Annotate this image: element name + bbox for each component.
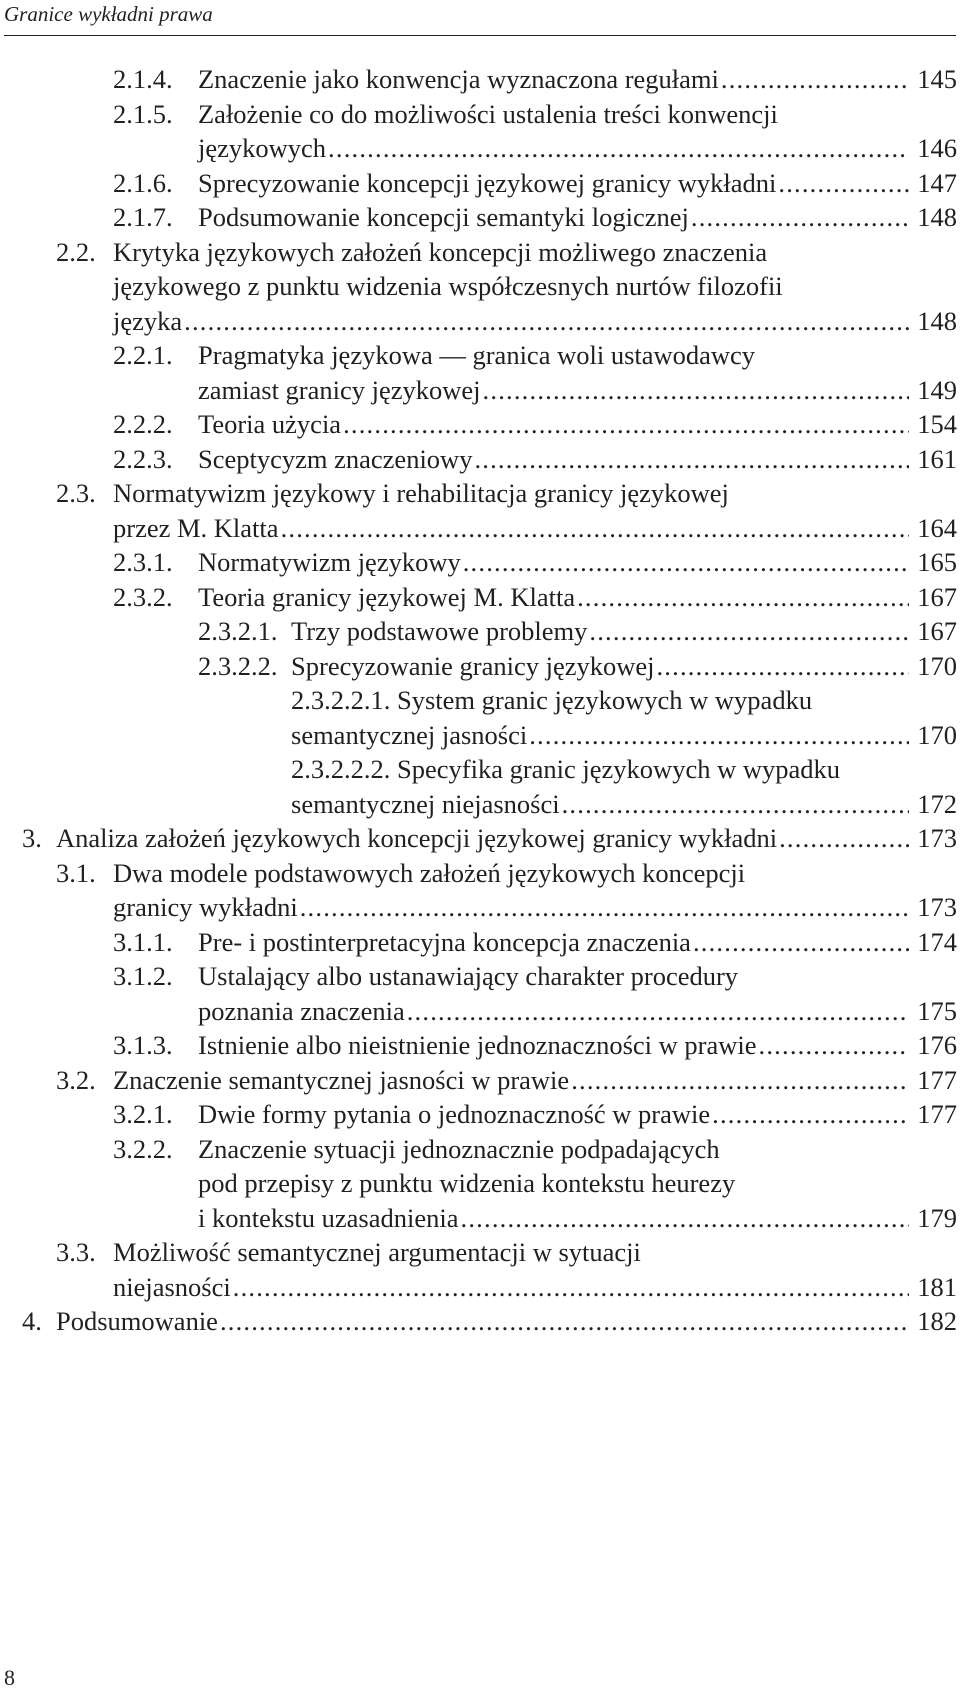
dot-leader bbox=[343, 407, 909, 442]
toc-entry-page: 149 bbox=[917, 374, 957, 405]
dot-leader bbox=[712, 1097, 909, 1132]
toc-entry-title: 2.3.2.2.1. System granic językowych w wypadku bbox=[291, 685, 813, 715]
toc-entry-page: 147 bbox=[917, 167, 957, 198]
toc-entry-title: Teoria granicy językowej M. Klatta bbox=[198, 581, 576, 612]
toc-entry[interactable] bbox=[0, 856, 960, 925]
toc-entry-title: Podsumowanie koncepcji semantyki logicznej bbox=[198, 202, 689, 232]
toc-entry-title: Dwa modele podstawowych założeń językowych koncepcji bbox=[113, 857, 746, 888]
toc-entry-line bbox=[0, 1166, 960, 1201]
toc-entry-number: 3.1.1. bbox=[113, 926, 173, 957]
toc-entry-number: 2.3.2.1. bbox=[198, 616, 278, 646]
dot-leader bbox=[779, 821, 909, 856]
toc-entry-line bbox=[0, 890, 960, 925]
toc-entry[interactable] bbox=[0, 97, 960, 166]
toc-entry[interactable] bbox=[0, 580, 960, 615]
toc-entry-number: 4. bbox=[22, 1306, 42, 1336]
toc-entry-title: Pragmatyka językowa — granica woli ustawodawcy bbox=[198, 340, 756, 370]
table-of-contents bbox=[0, 62, 960, 1339]
toc-entry-title: Sprecyzowanie koncepcji językowej granicy wykładni bbox=[198, 167, 777, 198]
toc-entry-title: Sprecyzowanie granicy językowej bbox=[291, 650, 655, 681]
toc-entry-title: semantycznej niejasności bbox=[291, 788, 560, 819]
toc-entry[interactable] bbox=[0, 1235, 960, 1304]
toc-entry-title: przez M. Klatta bbox=[113, 512, 279, 543]
toc-entry-number: 2.3.2. bbox=[113, 581, 173, 612]
toc-entry-title: Znaczenie sytuacji jednoznacznie podpadających bbox=[198, 1133, 720, 1164]
toc-entry-line bbox=[0, 1028, 960, 1063]
toc-entry-line bbox=[0, 304, 960, 339]
dot-leader bbox=[589, 614, 909, 649]
toc-entry-line bbox=[0, 1235, 960, 1270]
toc-entry-title: i kontekstu uzasadnienia bbox=[198, 1202, 459, 1233]
toc-entry-line bbox=[0, 269, 960, 304]
toc-entry-number: 3.3. bbox=[56, 1237, 96, 1267]
toc-entry-line bbox=[0, 235, 960, 270]
toc-entry-page: 148 bbox=[917, 202, 957, 232]
dot-leader bbox=[693, 925, 909, 960]
dot-leader bbox=[233, 1270, 909, 1305]
toc-entry[interactable] bbox=[0, 442, 960, 477]
toc-entry[interactable] bbox=[0, 1304, 960, 1339]
toc-entry-line bbox=[0, 752, 960, 787]
toc-entry-number: 2.1.4. bbox=[113, 64, 173, 94]
toc-entry-page: 170 bbox=[917, 719, 957, 750]
toc-entry-page: 172 bbox=[917, 788, 957, 819]
toc-entry-number: 3. bbox=[22, 823, 42, 853]
dot-leader bbox=[328, 131, 909, 166]
toc-entry[interactable] bbox=[0, 1063, 960, 1098]
toc-entry-line bbox=[0, 580, 960, 615]
toc-entry-line bbox=[0, 787, 960, 822]
toc-entry-page: 165 bbox=[917, 547, 957, 577]
toc-entry-line bbox=[0, 683, 960, 718]
toc-entry[interactable] bbox=[0, 545, 960, 580]
dot-leader bbox=[577, 580, 909, 615]
toc-entry-number: 3.1.2. bbox=[113, 961, 173, 991]
toc-entry-title: Normatywizm językowy i rehabilitacja granicy językowej bbox=[113, 478, 729, 508]
toc-entry-line bbox=[0, 1270, 960, 1305]
toc-entry-title: semantycznej jasności bbox=[291, 719, 528, 750]
toc-entry-line bbox=[0, 614, 960, 649]
toc-entry-line bbox=[0, 649, 960, 684]
toc-entry[interactable] bbox=[0, 1028, 960, 1063]
toc-entry-line bbox=[0, 1132, 960, 1167]
toc-entry-title: Założenie co do możliwości ustalenia treści konwencji bbox=[198, 98, 778, 129]
toc-entry-page: 173 bbox=[917, 823, 957, 853]
toc-entry-page: 177 bbox=[917, 1099, 957, 1129]
toc-entry-line bbox=[0, 821, 960, 856]
toc-entry-title: Teoria użycia bbox=[198, 409, 342, 439]
dot-leader bbox=[474, 442, 909, 477]
toc-entry[interactable] bbox=[0, 166, 960, 201]
toc-entry[interactable] bbox=[0, 407, 960, 442]
toc-entry[interactable] bbox=[0, 752, 960, 821]
dot-leader bbox=[220, 1304, 909, 1339]
dot-leader bbox=[571, 1063, 909, 1098]
toc-entry-title: Krytyka językowych założeń koncepcji możliwego znaczenia bbox=[113, 236, 768, 267]
toc-entry-page: 167 bbox=[917, 581, 957, 612]
dot-leader bbox=[300, 890, 909, 925]
dot-leader bbox=[483, 373, 909, 408]
toc-entry-page: 167 bbox=[917, 616, 957, 646]
toc-entry-page: 182 bbox=[917, 1306, 957, 1336]
dot-leader bbox=[759, 1028, 909, 1063]
dot-leader bbox=[656, 649, 909, 684]
toc-entry-page: 161 bbox=[917, 443, 957, 474]
toc-entry-number: 3.2.2. bbox=[113, 1133, 173, 1164]
toc-entry[interactable] bbox=[0, 959, 960, 1028]
toc-entry-title: zamiast granicy językowej bbox=[198, 374, 481, 405]
toc-entry-line bbox=[0, 373, 960, 408]
toc-entry-number: 3.2.1. bbox=[113, 1099, 173, 1129]
toc-entry-page: 173 bbox=[917, 892, 957, 922]
toc-entry[interactable] bbox=[0, 200, 960, 235]
toc-entry[interactable] bbox=[0, 649, 960, 684]
toc-entry-line bbox=[0, 131, 960, 166]
toc-entry-title: Analiza założeń językowych koncepcji językowej granicy wykładni bbox=[56, 823, 778, 853]
dot-leader bbox=[184, 304, 909, 339]
toc-entry-line bbox=[0, 338, 960, 373]
toc-entry-line bbox=[0, 925, 960, 960]
toc-entry-number: 3.1.3. bbox=[113, 1030, 173, 1060]
dot-leader bbox=[529, 718, 909, 753]
toc-entry-title: Trzy podstawowe problemy bbox=[291, 616, 588, 646]
toc-entry-page: 176 bbox=[917, 1030, 957, 1060]
toc-entry-line bbox=[0, 442, 960, 477]
toc-entry[interactable] bbox=[0, 925, 960, 960]
toc-entry-page: 181 bbox=[917, 1271, 957, 1302]
toc-entry-number: 2.3.2.2. bbox=[198, 650, 278, 681]
toc-entry[interactable] bbox=[0, 821, 960, 856]
toc-entry-title: 2.3.2.2.2. Specyfika granic językowych w wypadku bbox=[291, 754, 840, 784]
dot-leader bbox=[463, 545, 909, 580]
toc-entry-title: Istnienie albo nieistnienie jednoznaczności w prawie bbox=[198, 1030, 757, 1060]
running-header-title: Granice wykładni prawa bbox=[4, 2, 213, 26]
toc-entry-page: 148 bbox=[917, 305, 957, 336]
toc-entry-title: Dwie formy pytania o jednoznaczność w prawie bbox=[198, 1099, 711, 1129]
toc-entry-page: 154 bbox=[917, 409, 957, 439]
toc-entry-title: języka bbox=[113, 305, 183, 336]
toc-entry-page: 164 bbox=[917, 512, 957, 543]
toc-entry[interactable] bbox=[0, 683, 960, 752]
toc-entry-title: Możliwość semantycznej argumentacji w sytuacji bbox=[113, 1237, 641, 1267]
toc-entry[interactable] bbox=[0, 614, 960, 649]
toc-entry[interactable] bbox=[0, 476, 960, 545]
dot-leader bbox=[407, 994, 909, 1029]
toc-entry-line bbox=[0, 1097, 960, 1132]
toc-entry-line bbox=[0, 166, 960, 201]
toc-entry-line bbox=[0, 62, 960, 97]
toc-entry-title: Pre- i postinterpretacyjna koncepcja znaczenia bbox=[198, 926, 691, 957]
dot-leader bbox=[778, 166, 909, 201]
toc-entry-line bbox=[0, 511, 960, 546]
toc-entry-line bbox=[0, 1063, 960, 1098]
header-rule bbox=[4, 35, 956, 36]
toc-entry-title: Znaczenie jako konwencja wyznaczona regułami bbox=[198, 64, 719, 94]
toc-entry-number: 2.1.5. bbox=[113, 98, 173, 129]
toc-entry-line bbox=[0, 718, 960, 753]
toc-entry-line bbox=[0, 545, 960, 580]
toc-entry-line bbox=[0, 959, 960, 994]
toc-entry-line bbox=[0, 856, 960, 891]
toc-entry[interactable] bbox=[0, 338, 960, 407]
toc-entry-title: poznania znaczenia bbox=[198, 995, 405, 1026]
dot-leader bbox=[461, 1201, 909, 1236]
toc-entry-title: niejasności bbox=[113, 1271, 231, 1302]
toc-entry-page: 170 bbox=[917, 650, 957, 681]
dot-leader bbox=[562, 787, 909, 822]
toc-entry-line bbox=[0, 97, 960, 132]
toc-entry-number: 2.3. bbox=[56, 478, 96, 508]
toc-entry-line bbox=[0, 476, 960, 511]
toc-entry-page: 146 bbox=[917, 133, 957, 163]
toc-entry-line bbox=[0, 1201, 960, 1236]
dot-leader bbox=[721, 62, 909, 97]
toc-entry-number: 3.1. bbox=[56, 857, 96, 888]
toc-entry-title: językowych bbox=[198, 133, 327, 163]
toc-entry[interactable] bbox=[0, 1097, 960, 1132]
toc-entry-number: 2.1.6. bbox=[113, 167, 173, 198]
toc-entry-number: 2.2.3. bbox=[113, 443, 173, 474]
toc-entry-line bbox=[0, 407, 960, 442]
toc-entry[interactable] bbox=[0, 235, 960, 339]
toc-entry-page: 175 bbox=[917, 995, 957, 1026]
toc-entry[interactable] bbox=[0, 1132, 960, 1236]
toc-entry-line bbox=[0, 200, 960, 235]
toc-entry-title: Ustalający albo ustanawiający charakter procedury bbox=[198, 961, 739, 991]
toc-entry-number: 2.2.1. bbox=[113, 340, 173, 370]
toc-entry-number: 2.3.1. bbox=[113, 547, 173, 577]
toc-entry-title: Sceptycyzm znaczeniowy bbox=[198, 443, 473, 474]
toc-entry-number: 2.2.2. bbox=[113, 409, 173, 439]
dot-leader bbox=[691, 200, 909, 235]
toc-entry-page: 177 bbox=[917, 1064, 957, 1095]
toc-entry-title: Znaczenie semantycznej jasności w prawie bbox=[113, 1064, 570, 1095]
toc-entry-title: Podsumowanie bbox=[56, 1306, 218, 1336]
toc-entry-line bbox=[0, 1304, 960, 1339]
toc-entry-number: 3.2. bbox=[56, 1064, 96, 1095]
toc-entry-number: 2.1.7. bbox=[113, 202, 173, 232]
toc-entry-page: 174 bbox=[917, 926, 957, 957]
toc-entry-title: granicy wykładni bbox=[113, 892, 298, 922]
page-number: 8 bbox=[4, 1665, 15, 1690]
toc-entry-title: pod przepisy z punktu widzenia kontekstu heurezy bbox=[198, 1168, 736, 1198]
toc-entry[interactable] bbox=[0, 62, 960, 97]
toc-entry-number: 2.2. bbox=[56, 236, 96, 267]
toc-entry-title: językowego z punktu widzenia współczesnych nurtów filozofii bbox=[113, 271, 783, 301]
dot-leader bbox=[281, 511, 909, 546]
toc-entry-line bbox=[0, 994, 960, 1029]
toc-entry-title: Normatywizm językowy bbox=[198, 547, 461, 577]
toc-entry-page: 179 bbox=[917, 1202, 957, 1233]
toc-entry-page: 145 bbox=[917, 64, 957, 94]
